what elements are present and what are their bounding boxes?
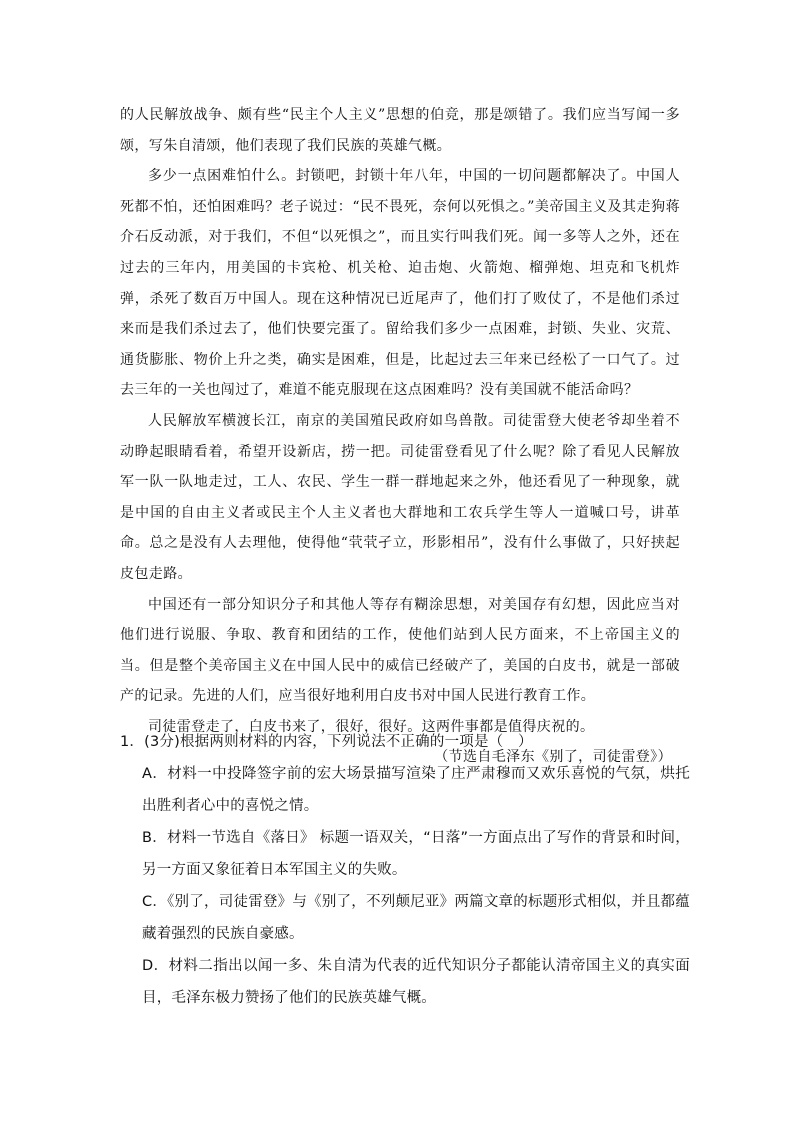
option-c[interactable]: C．《别了，司徒雷登》与《别了，不列颠尼亚》两篇文章的标题形式相似，并且都蕴藏着强烈的民族自豪感。 [142, 894, 690, 942]
passage-source: （节选自毛泽东《别了，司徒雷登》） [434, 749, 672, 766]
passage-paragraph-1: 的人民解放战争、颇有些“民主个人主义”思想的伯竞，那是颂错了。我们应当写闻一多颂，写朱自清颂，他们表现了我们民族的英雄气概。 [120, 107, 680, 154]
reading-passage [120, 100, 680, 773]
passage-paragraph-2: 多少一点困难怕什么。封锁吧，封锁十年八年，中国的一切问题都解决了。中国人死都不怕，还怕困难吗？老子说过：“民不畏死，奈何以死惧之。”美帝国主义及其走狗蒋介石反动派，对于我们，不但“以死惧之”，而且实行叫我们死。闻一多等人之外，还在过去的三年内，用美国的卡宾枪、机关枪、迫击炮、火箭炮、榴弹炮、坦克和飞机炸弹，杀死了数百万中国人。现在这种情况已近尾声了，他们打了败仗了，不是他们杀过来而是我们杀过去了，他们快要完蛋了。留给我们多少一点困难，封锁、失业、灾荒、通货膨胀、物价上升之类，确实是困难，但是，比起过去三年来已经松了一口气了。过去三年的一关也闯过了，难道不能克服现在这点困难吗？没有美国就不能活命吗？ [120, 168, 680, 399]
option-b[interactable]: B．材料一节选自《落日》 标题一语双关，“日落”一方面点出了写作的背景和时间，另一方面又象征着日本军国主义的失败。 [142, 830, 690, 878]
passage-paragraph-4: 中国还有一部分知识分子和其他人等存有糊涂思想，对美国存有幻想，因此应当对他们进行说服、争取、教育和团结的工作，使他们站到人民方面来，不上帝国主义的当。但是整个美帝国主义在中国人民中的威信已经破产了，美国的白皮书，就是一部破产的记录。先进的人们，应当很好地利用白皮书对中国人民进行教育工作。 [120, 596, 680, 705]
option-a[interactable]: A．材料一中投降签字前的宏大场景描写渲染了庄严肃穆而又欢乐喜悦的气氛，烘托出胜利者心中的喜悦之情。 [142, 766, 690, 814]
option-d[interactable]: D．材料二指出以闻一多、朱自清为代表的近代知识分子都能认清帝国主义的真实面目，毛泽东极力赞扬了他们的民族英雄气概。 [142, 958, 690, 1006]
question-stem: 1．(3分)根据两则材料的内容，下列说法不正确的一项是（ ） [120, 734, 533, 750]
question-1 [120, 726, 690, 1014]
passage-paragraph-5: 司徒雷登走了，白皮书来了，很好，很好。这两件事都是值得庆祝的。 [148, 718, 595, 735]
passage-paragraph-3: 人民解放军横渡长江，南京的美国殖民政府如鸟兽散。司徒雷登大使老爷却坐着不动睁起眼睛看着，希望开设新店，捞一把。司徒雷登看见了什么呢？除了看见人民解放军一队一队地走过，工人、农民、学生一群一群地起来之外，他还看见了一种现象，就是中国的自由主义者或民主个人主义者也大群地和工农兵学生等人一道喊口号，讲革命。总之是没有人去理他，使得他“茕茕孑立，形影相吊”，没有什么事做了，只好挟起皮包走路。 [120, 412, 680, 582]
